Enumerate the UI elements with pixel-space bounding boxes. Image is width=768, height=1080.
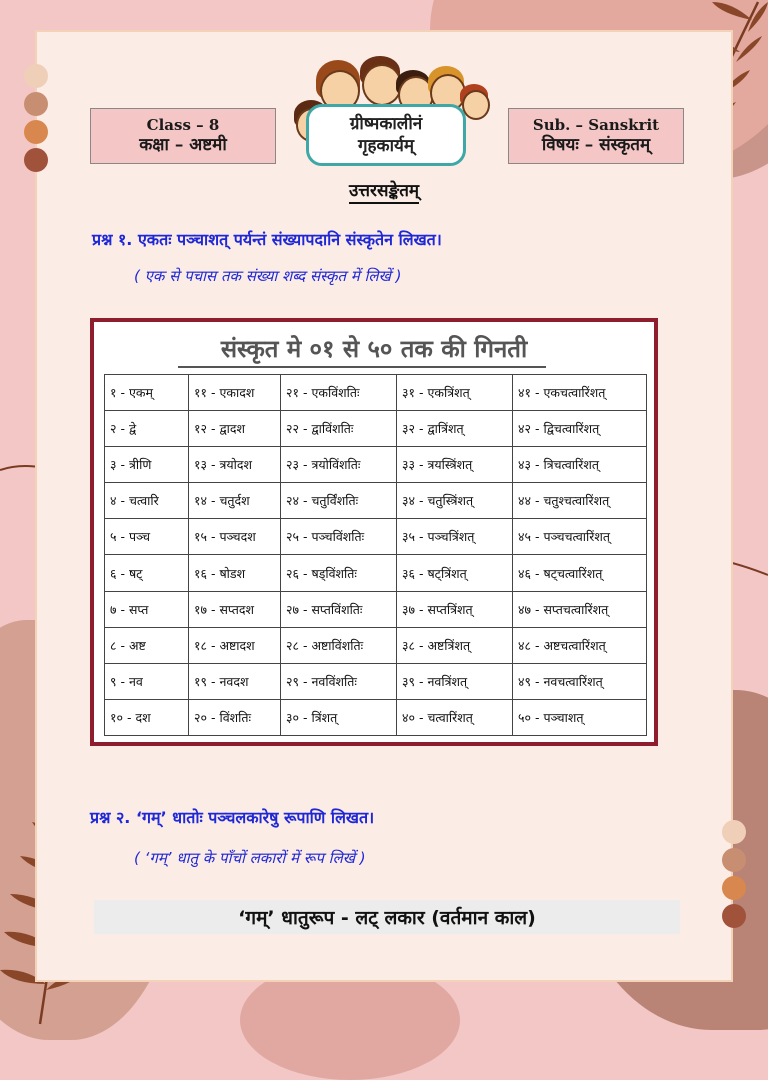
table-row	[105, 411, 647, 447]
table-cell: ६ - षट्	[105, 555, 189, 591]
table-cell: १० - दश	[105, 699, 189, 735]
table-cell: ३ - त्रीणि	[105, 447, 189, 483]
table-cell: ५ - पञ्च	[105, 519, 189, 555]
table-cell: ४३ - त्रिचत्वारिंशत्	[513, 447, 647, 483]
table-cell: २८ - अष्टाविंशतिः	[281, 627, 397, 663]
numbers-table-card	[90, 318, 658, 746]
question-2: प्रश्न २. ‘गम्’ धातोः पञ्चलकारेषु रूपाणि लिखत।	[90, 808, 375, 827]
table-cell: १६ - षोडश	[189, 555, 281, 591]
numbers-table-title-text: संस्कृत मे ०१ से ५० तक की गिनती	[220, 335, 528, 363]
title-line2: गृहकार्यम्	[357, 136, 415, 156]
table-cell: ३५ - पञ्चत्रिंशत्	[397, 519, 513, 555]
class-hindi: कक्षा – अष्टमी	[139, 135, 227, 155]
table-cell: १२ - द्वादश	[189, 411, 281, 447]
table-row	[105, 699, 647, 735]
class-english: Class – 8	[146, 116, 220, 134]
color-swatch-icon	[24, 64, 48, 88]
verb-form-heading-text: ‘गम्’ धातुरूप - लट् लकार (वर्तमान काल)	[238, 907, 536, 929]
table-cell: ४१ - एकचत्वारिंशत्	[513, 375, 647, 411]
table-cell: २४ - चतुर्विंशतिः	[281, 483, 397, 519]
table-cell: १७ - सप्तदश	[189, 591, 281, 627]
subject-hindi: विषयः – संस्कृतम्	[541, 135, 651, 155]
table-cell: १ - एकम्	[105, 375, 189, 411]
table-cell: १४ - चतुर्दश	[189, 483, 281, 519]
color-swatches-right	[722, 820, 746, 928]
table-cell: १९ - नवदश	[189, 663, 281, 699]
table-cell: १३ - त्रयोदश	[189, 447, 281, 483]
table-cell: २ - द्वे	[105, 411, 189, 447]
table-row	[105, 519, 647, 555]
table-cell: ४० - चत्वारिंशत्	[397, 699, 513, 735]
table-row	[105, 591, 647, 627]
table-row	[105, 375, 647, 411]
subject-box	[508, 108, 684, 164]
color-swatch-icon	[24, 120, 48, 144]
answer-key-heading	[0, 178, 768, 201]
table-cell: ५० - पञ्चाशत्	[513, 699, 647, 735]
color-swatch-icon	[24, 92, 48, 116]
numbers-table-title	[94, 332, 654, 365]
title-line1: ग्रीष्मकालीनं	[349, 114, 423, 134]
table-cell: ३० - त्रिंशत्	[281, 699, 397, 735]
table-cell: ९ - नव	[105, 663, 189, 699]
color-swatch-icon	[722, 848, 746, 872]
verb-form-heading	[94, 900, 680, 934]
table-cell: ४७ - सप्तचत्वारिंशत्	[513, 591, 647, 627]
color-swatch-icon	[722, 876, 746, 900]
table-cell: ४४ - चतुश्चत्वारिंशत्	[513, 483, 647, 519]
table-cell: ७ - सप्त	[105, 591, 189, 627]
table-cell: ३३ - त्रयस्त्रिंशत्	[397, 447, 513, 483]
class-box	[90, 108, 276, 164]
color-swatch-icon	[24, 148, 48, 172]
table-row	[105, 627, 647, 663]
title-box	[306, 104, 466, 166]
table-cell: २७ - सप्तविंशतिः	[281, 591, 397, 627]
table-cell: ३७ - सप्तत्रिंशत्	[397, 591, 513, 627]
color-swatches-left	[24, 64, 48, 172]
table-cell: २६ - षड्विंशतिः	[281, 555, 397, 591]
subject-english: Sub. – Sanskrit	[532, 116, 660, 134]
table-cell: ४२ - द्विचत्वारिंशत्	[513, 411, 647, 447]
table-cell: १८ - अष्टादश	[189, 627, 281, 663]
table-cell: ४८ - अष्टचत्वारिंशत्	[513, 627, 647, 663]
question-1: प्रश्न १. एकतः पञ्चाशत् पर्यन्तं संख्यापदानि संस्कृतेन लिखत।	[92, 230, 442, 249]
color-swatch-icon	[722, 820, 746, 844]
table-cell: ३४ - चतुस्त्रिंशत्	[397, 483, 513, 519]
table-cell: ४६ - षट्चत्वारिंशत्	[513, 555, 647, 591]
color-swatch-icon	[722, 904, 746, 928]
table-cell: २५ - पञ्चविंशतिः	[281, 519, 397, 555]
title-underline	[178, 366, 546, 368]
table-cell: २३ - त्रयोविंशतिः	[281, 447, 397, 483]
question-2-hint: ( ‘गम्’ धातु के पाँचों लकारों में रूप लिखें )	[134, 849, 366, 867]
table-cell: ३८ - अष्टत्रिंशत्	[397, 627, 513, 663]
table-cell: २० - विंशतिः	[189, 699, 281, 735]
table-row	[105, 447, 647, 483]
answer-key-text: उत्तरसङ्केतम्	[349, 181, 419, 204]
table-cell: ८ - अष्ट	[105, 627, 189, 663]
table-cell: ४ - चत्वारि	[105, 483, 189, 519]
table-cell: ११ - एकादश	[189, 375, 281, 411]
table-cell: ३१ - एकत्रिंशत्	[397, 375, 513, 411]
table-row	[105, 555, 647, 591]
table-cell: ४९ - नवचत्वारिंशत्	[513, 663, 647, 699]
table-cell: ३९ - नवत्रिंशत्	[397, 663, 513, 699]
numbers-table	[104, 374, 647, 736]
table-cell: ३२ - द्वात्रिंशत्	[397, 411, 513, 447]
question-1-hint: ( एक से पचास तक संख्या शब्द संस्कृत में लिखें )	[134, 267, 402, 285]
table-cell: २२ - द्वाविंशतिः	[281, 411, 397, 447]
table-cell: २९ - नवविंशतिः	[281, 663, 397, 699]
table-row	[105, 483, 647, 519]
table-cell: ४५ - पञ्चचत्वारिंशत्	[513, 519, 647, 555]
table-cell: ३६ - षट्त्रिंशत्	[397, 555, 513, 591]
table-row	[105, 663, 647, 699]
table-cell: १५ - पञ्चदश	[189, 519, 281, 555]
table-cell: २१ - एकविंशतिः	[281, 375, 397, 411]
